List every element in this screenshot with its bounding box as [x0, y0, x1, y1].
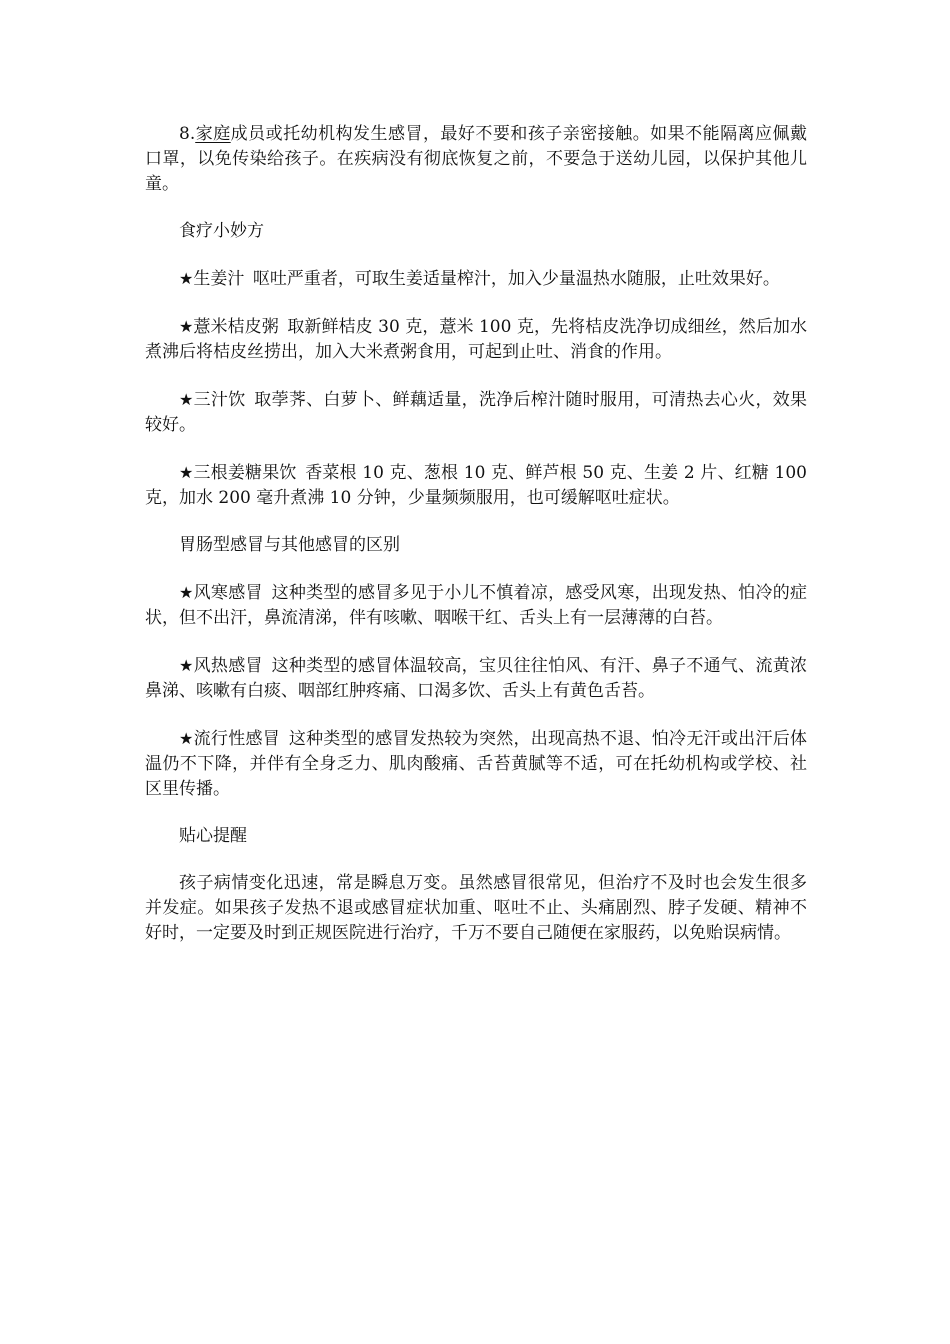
cold-type-item [145, 726, 807, 802]
remedy-title: 生姜汁 [193, 269, 245, 289]
remedy-text: 取荸荠、白萝卜、鲜藕适量，洗净后榨汁随时服用，可清热去心火，效果较好。 [145, 390, 808, 435]
remedy-text: 香菜根 10 克、葱根 10 克、鲜芦根 50 克、生姜 2 片、红糖 100 克，加水 200 毫升煮沸 10 分钟，少量频频服用，也可缓解呕吐症状。 [145, 463, 807, 508]
remedy-item [145, 314, 807, 365]
remedy-title: 三根姜糖果饮 [193, 463, 297, 483]
cold-type-title: 流行性感冒 [193, 729, 281, 749]
star-icon: ★ [179, 463, 194, 482]
cold-type-text: 这种类型的感冒多见于小儿不慎着凉，感受风寒，出现发热、怕冷的症状，但不出汗，鼻流清涕，伴有咳嗽、咽喉干红、舌头上有一层薄薄的白苔。 [145, 583, 808, 628]
cold-type-text: 这种类型的感冒体温较高，宝贝往往怕风、有汗、鼻子不通气、流黄浓鼻涕、咳嗽有白痰、咽部红肿疼痛、口渴多饮、舌头上有黄色舌苔。 [145, 656, 808, 701]
remedy-title: 三汁饮 [193, 390, 246, 410]
cold-type-item [145, 653, 807, 704]
star-icon: ★ [179, 729, 194, 748]
star-icon: ★ [179, 583, 194, 602]
remedy-item [145, 460, 807, 511]
star-icon: ★ [179, 317, 194, 336]
paragraph-text: 成员或托幼机构发生感冒，最好不要和孩子亲密接触。如果不能隔离应佩戴口罩，以免传染给孩子。在疾病没有彻底恢复之前，不要急于送幼儿园，以保护其他儿童。 [145, 124, 807, 194]
heading-cold-differences: 胃肠型感冒与其他感冒的区别 [179, 535, 400, 555]
cold-type-title: 风热感冒 [193, 656, 263, 676]
tips-paragraph: 孩子病情变化迅速，常是瞬息万变。虽然感冒很常见，但治疗不及时也会发生很多并发症。如果孩子发热不退或感冒症状加重、呕吐不止、头痛剧烈、脖子发硬、精神不好时，一定要及时到正规医院进行治疗，千万不要自己随便在家服药，以免贻误病情。 [145, 873, 807, 943]
star-icon: ★ [179, 390, 194, 409]
cold-type-item [145, 580, 807, 631]
remedy-title: 薏米桔皮粥 [193, 317, 279, 337]
family-link[interactable]: 家庭 [195, 124, 231, 144]
heading-tips: 贴心提醒 [179, 826, 247, 846]
heading-food-remedies: 食疗小妙方 [179, 221, 264, 241]
remedy-text: 呕吐严重者，可取生姜适量榨汁，加入少量温热水随服，止吐效果好。 [252, 269, 780, 289]
remedy-item [145, 387, 807, 438]
star-icon: ★ [179, 269, 194, 288]
document-body [145, 122, 807, 968]
paragraph-8 [145, 122, 807, 197]
cold-type-title: 风寒感冒 [193, 583, 263, 603]
star-icon: ★ [179, 656, 194, 675]
remedy-item [145, 266, 807, 292]
item-number: 8. [179, 124, 196, 144]
cold-type-text: 这种类型的感冒发热较为突然，出现高热不退、怕冷无汗或出汗后体温仍不下降，并伴有全身乏力、肌肉酸痛、舌苔黄腻等不适，可在托幼机构或学校、社区里传播。 [145, 729, 808, 799]
remedy-text: 取新鲜桔皮 30 克，薏米 100 克，先将桔皮洗净切成细丝，然后加水煮沸后将桔皮丝捞出，加入大米煮粥食用，可起到止吐、消食的作用。 [145, 317, 808, 362]
